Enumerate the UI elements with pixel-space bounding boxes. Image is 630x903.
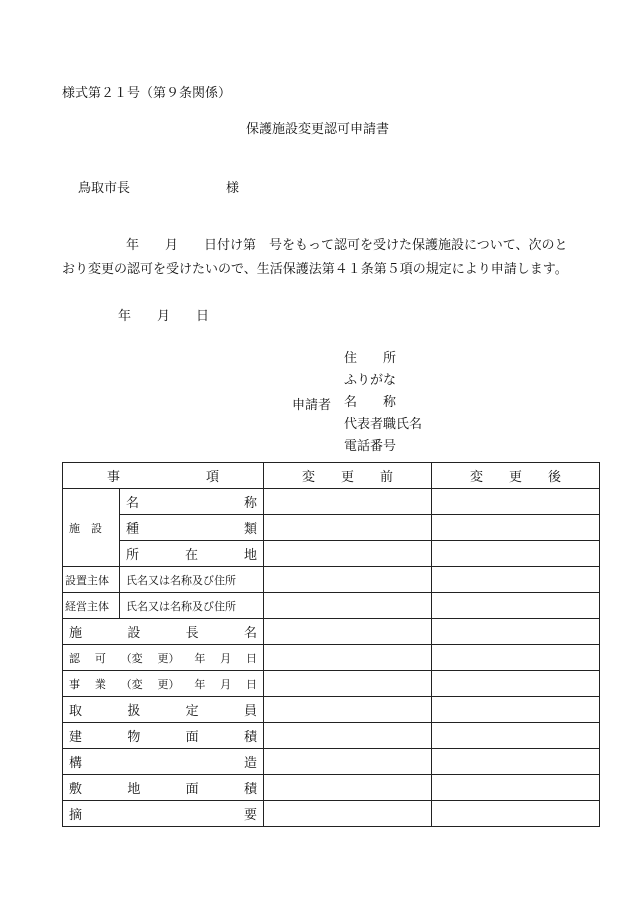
before-cell[interactable] (264, 489, 432, 515)
after-cell[interactable] (432, 671, 600, 697)
before-cell[interactable] (264, 515, 432, 541)
addressee (78, 177, 240, 196)
after-cell[interactable] (432, 749, 600, 775)
applicant-field: ふりがな (344, 373, 397, 388)
after-cell[interactable] (432, 775, 600, 801)
facility-group-label: 施 設 (63, 489, 120, 567)
after-cell[interactable] (432, 619, 600, 645)
before-cell[interactable] (264, 671, 432, 697)
table-header-row (63, 463, 600, 489)
table-row (63, 697, 600, 723)
table-row (63, 723, 600, 749)
manage-entity-value: 氏名又は名称及び住所 (120, 593, 264, 619)
paragraph-month: 月 (165, 238, 179, 253)
row-label: 敷 地 面 積 (63, 775, 264, 801)
before-cell[interactable] (264, 541, 432, 567)
header-after: 変 更 後 (432, 463, 600, 489)
row-label: 摘 要 (63, 801, 264, 827)
applicant-field: 代表者職氏名 (344, 417, 423, 432)
date-day: 日 (196, 309, 210, 324)
row-label: 施 設 長 名 (63, 619, 264, 645)
table-row (63, 749, 600, 775)
addressee-name: 鳥取市長 (78, 181, 131, 196)
before-cell[interactable] (264, 749, 432, 775)
before-cell[interactable] (264, 801, 432, 827)
after-cell[interactable] (432, 567, 600, 593)
table-row (63, 645, 600, 671)
paragraph-year: 年 (126, 238, 140, 253)
table-row (63, 801, 600, 827)
after-cell[interactable] (432, 541, 600, 567)
document-title: 保護施設変更認可申請書 (246, 122, 390, 137)
after-cell[interactable] (432, 489, 600, 515)
table-row (63, 619, 600, 645)
after-cell[interactable] (432, 697, 600, 723)
row-label: 事 業 （変 更） 年 月 日 (63, 671, 264, 697)
applicant-field: 住 所 (344, 351, 397, 366)
row-label: 構 造 (63, 749, 264, 775)
setup-entity-value: 氏名又は名称及び住所 (120, 567, 264, 593)
row-label: 取 扱 定 員 (63, 697, 264, 723)
row-label: 建 物 面 積 (63, 723, 264, 749)
before-cell[interactable] (264, 697, 432, 723)
table-row (63, 671, 600, 697)
setup-entity-label: 設置主体 (63, 567, 120, 593)
manage-entity-label: 経営主体 (63, 593, 120, 619)
application-date (118, 305, 209, 324)
applicant-label: 申請者 (292, 398, 332, 413)
header-item: 事 項 (63, 463, 264, 489)
table-row (63, 541, 600, 567)
after-cell[interactable] (432, 515, 600, 541)
before-cell[interactable] (264, 775, 432, 801)
after-cell[interactable] (432, 593, 600, 619)
paragraph-body: 日付け第 号をもって認可を受けた保護施設について、次のとおり変更の認可を受けたいので、生活保護法第４１条第５項の規定により申請します。 (62, 238, 568, 277)
before-cell[interactable] (264, 567, 432, 593)
table-row (63, 567, 600, 593)
after-cell[interactable] (432, 723, 600, 749)
before-cell[interactable] (264, 593, 432, 619)
after-cell[interactable] (432, 801, 600, 827)
applicant-field: 電話番号 (344, 439, 397, 454)
header-before: 変 更 前 (264, 463, 432, 489)
row-label: 種 類 (120, 515, 264, 541)
table-row (63, 593, 600, 619)
row-label: 認 可 （変 更） 年 月 日 (63, 645, 264, 671)
applicant-field: 名 称 (344, 395, 397, 410)
before-cell[interactable] (264, 723, 432, 749)
addressee-suffix: 様 (226, 181, 240, 196)
table-row (63, 515, 600, 541)
before-cell[interactable] (264, 619, 432, 645)
row-label: 所 在 地 (120, 541, 264, 567)
form-number: 様式第２１号（第９条関係） (62, 86, 232, 101)
request-paragraph (62, 234, 578, 282)
change-table (62, 462, 600, 827)
date-month: 月 (157, 309, 171, 324)
before-cell[interactable] (264, 645, 432, 671)
after-cell[interactable] (432, 645, 600, 671)
date-year: 年 (118, 309, 132, 324)
row-label: 名 称 (120, 489, 264, 515)
table-row (63, 489, 600, 515)
table-row (63, 775, 600, 801)
